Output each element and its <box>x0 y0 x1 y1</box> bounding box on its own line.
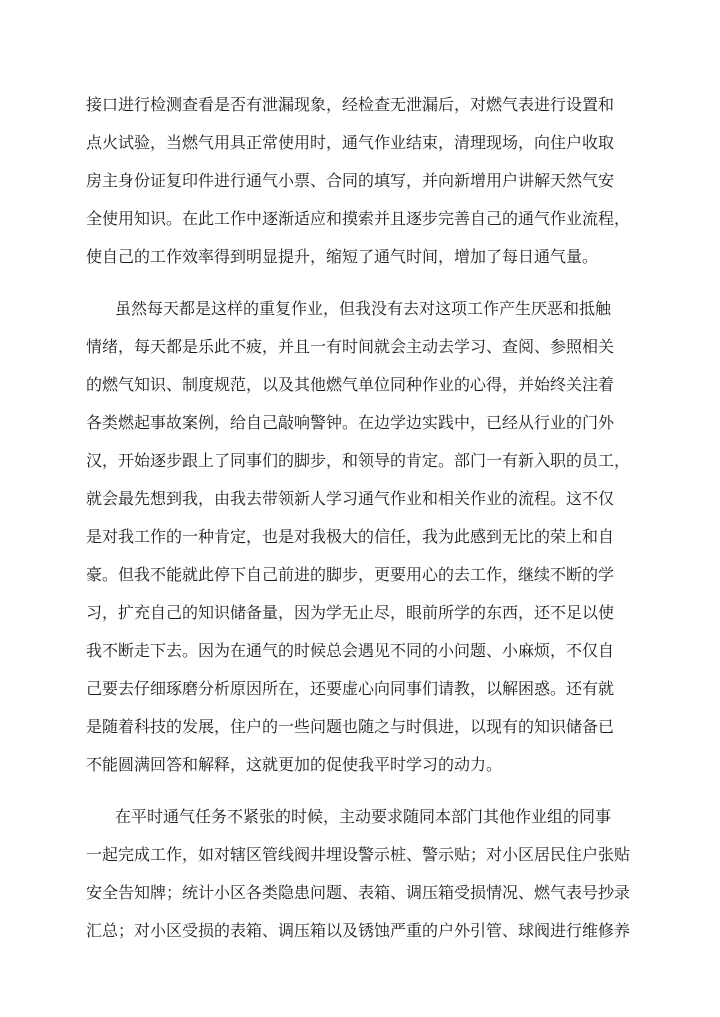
paragraph-2-line-10: 我不断走下去。因为在通气的时候总会遇见不同的小问题、小麻烦，不仅自 <box>86 641 615 660</box>
paragraph-2-line-12: 是随着科技的发展，住户的一些问题也随之与时俱进，以现有的知识储备已 <box>86 717 615 736</box>
paragraph-2-line-3: 的燃气知识、制度规范，以及其他燃气单位同种作业的心得，并始终关注着 <box>86 375 615 394</box>
paragraph-2-line-13: 不能圆满回答和解释，这就更加的促使我平时学习的动力。 <box>86 755 503 774</box>
paragraph-2-line-8: 豪。但我不能就此停下自己前进的脚步，更要用心的去工作，继续不断的学 <box>86 565 615 584</box>
paragraph-3-line-4: 汇总；对小区受损的表箱、调压箱以及锈蚀严重的户外引管、球阀进行维修养 <box>86 921 631 940</box>
paragraph-3-line-1: 在平时通气任务不紧张的时候，主动要求随同本部门其他作业组的同事 <box>115 807 612 826</box>
paragraph-1-line-1: 接口进行检测查看是否有泄漏现象，经检查无泄漏后，对燃气表进行设置和 <box>86 95 615 114</box>
paragraph-1-line-4: 全使用知识。在此工作中逐渐适应和摸索并且逐步完善自己的通气作业流程， <box>86 209 631 228</box>
paragraph-1-line-3: 房主身份证复印件进行通气小票、合同的填写，并向新增用户讲解天然气安 <box>86 171 615 190</box>
paragraph-2-line-2: 情绪，每天都是乐此不疲，并且一有时间就会主动去学习、查阅、参照相关 <box>86 337 615 356</box>
paragraph-1-line-5: 使自己的工作效率得到明显提升，缩短了通气时间，增加了每日通气量。 <box>86 247 599 266</box>
paragraph-1-line-2: 点火试验，当燃气用具正常使用时，通气作业结束，清理现场，向住户收取 <box>86 133 615 152</box>
paragraph-3-line-2: 一起完成工作，如对辖区管线阀井埋设警示桩、警示贴；对小区居民住户张贴 <box>86 845 631 864</box>
paragraph-2-line-7: 是对我工作的一种肯定，也是对我极大的信任，我为此感到无比的荣上和自 <box>86 527 615 546</box>
paragraph-2-line-9: 习，扩充自己的知识储备量，因为学无止尽，眼前所学的东西，还不足以使 <box>86 603 615 622</box>
paragraph-2-line-11: 己要去仔细琢磨分析原因所在，还要虚心向同事们请教，以解困惑。还有就 <box>86 679 615 698</box>
paragraph-2-line-4: 各类燃起事故案例，给自己敲响警钟。在边学边实践中，已经从行业的门外 <box>86 413 615 432</box>
paragraph-2-line-6: 就会最先想到我，由我去带领新人学习通气作业和相关作业的流程。这不仅 <box>86 489 615 508</box>
paragraph-2-line-1: 虽然每天都是这样的重复作业，但我没有去对这项工作产生厌恶和抵触 <box>115 299 612 318</box>
paragraph-2-line-5: 汉，开始逐步跟上了同事们的脚步，和领导的肯定。部门一有新入职的员工， <box>86 451 631 470</box>
paragraph-3-line-3: 安全告知牌；统计小区各类隐患问题、表箱、调压箱受损情况、燃气表号抄录 <box>86 883 631 902</box>
